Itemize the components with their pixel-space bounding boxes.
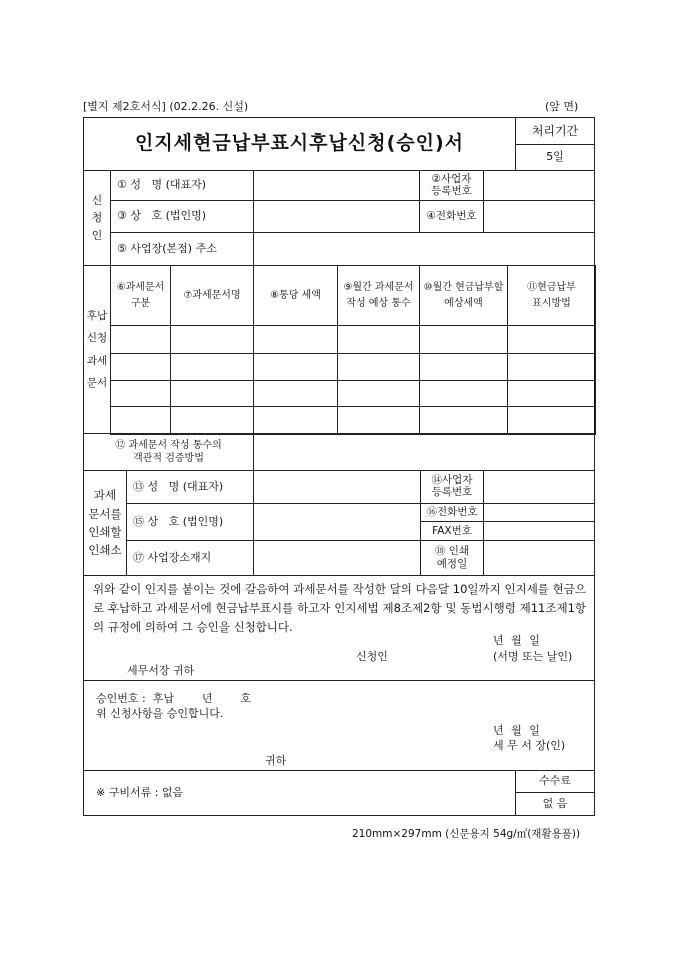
doc-cell[interactable] <box>419 325 508 354</box>
doc-cell[interactable] <box>507 380 596 407</box>
doc-cell[interactable] <box>253 380 338 407</box>
tax-office-addressee: 세무서장 귀하 <box>127 664 195 677</box>
doc-cell[interactable] <box>507 406 596 435</box>
sign-or-seal: (서명 또는 날인) <box>493 650 573 663</box>
printer-company-label: ⑮ 상 호 (법인명) <box>126 503 254 541</box>
doc-cell[interactable] <box>507 353 596 381</box>
required-documents: ※ 구비서류 : 없음 <box>83 770 516 816</box>
doc-cell[interactable] <box>419 380 508 407</box>
doc-header-8: ⑧통당 세액 <box>253 265 338 326</box>
fee-label: 수수료 <box>515 770 595 793</box>
applicant-phone-field[interactable] <box>483 200 595 233</box>
doc-cell[interactable] <box>337 406 420 435</box>
declaration-date: 년 월 일 <box>493 634 540 647</box>
doc-cell[interactable] <box>170 325 254 354</box>
approval-text: 위 신청사항을 승인합니다. <box>96 707 224 720</box>
doc-header-10: ⑩월간 현금납부할 예상세액 <box>419 265 508 326</box>
processing-value: 5일 <box>515 144 595 171</box>
doc-cell[interactable] <box>337 380 420 407</box>
printer-phone-label: ⑯전화번호 <box>420 503 484 522</box>
doc-header-7: ⑦과세문서명 <box>170 265 254 326</box>
doc-cell[interactable] <box>507 325 596 354</box>
applicant-bizno-label: ②사업자 등록번호 <box>419 170 484 201</box>
doc-cell[interactable] <box>170 406 254 435</box>
printer-name-label: ⑬ 성 명 (대표자) <box>126 470 254 504</box>
declaration-text: 위와 같이 인지를 붙이는 것에 갈음하여 과세문서를 작성한 달의 다음달 10일까지 인지세를 현금으로 후납하고 과세문서에 현금납부표시를 하고자 인지세법 제8조제2항 및 동법시행령 제11조제1항의 규정에 의하여 그 승인을 신청합니다. <box>93 582 586 634</box>
doc-cell[interactable] <box>419 353 508 381</box>
printer-section-label: 과세 문서를 인쇄할 인쇄소 <box>83 470 127 576</box>
printer-name-field[interactable] <box>253 470 421 504</box>
doc-cell[interactable] <box>110 325 171 354</box>
doc-cell[interactable] <box>253 353 338 381</box>
doc-header-11: ⑪현금납부 표시방법 <box>507 265 596 326</box>
doc-header-9: ⑨월간 과세문서 작성 예상 통수 <box>337 265 420 326</box>
doc-cell[interactable] <box>419 406 508 435</box>
doc-cell[interactable] <box>110 380 171 407</box>
applicant-address-field[interactable] <box>253 232 595 266</box>
approval-addressee: 귀하 <box>265 754 287 767</box>
applicant-address-label: ⑤ 사업장(본점) 주소 <box>110 232 254 266</box>
verify-method-label: ⑫ 과세문서 작성 통수의 객관적 검증방법 <box>83 433 254 471</box>
printer-location-label: ⑰ 사업장소재지 <box>126 540 254 576</box>
printer-bizno-field[interactable] <box>483 470 595 504</box>
form-number: [별지 제2호서식] (02.2.26. 신설) <box>83 100 249 113</box>
processing-label: 처리기간 <box>515 117 595 145</box>
printer-fax-field[interactable] <box>483 521 595 541</box>
doc-cell[interactable] <box>253 325 338 354</box>
applicant-section-label: 신 청 인 <box>83 170 111 266</box>
applicant-name-field[interactable] <box>253 170 420 201</box>
approval-number: 승인번호 : 후납 년 호 <box>96 692 252 705</box>
printer-bizno-label: ⑭사업자 등록번호 <box>420 470 484 504</box>
doc-cell[interactable] <box>110 406 171 435</box>
printer-phone-field[interactable] <box>483 503 595 522</box>
paper-spec: 210mm×297mm (신문용지 54g/㎡(재활용품)) <box>352 828 581 840</box>
fee-value: 없 음 <box>515 792 595 816</box>
doc-cell[interactable] <box>253 406 338 435</box>
documents-section-label: 후납 신청 과세 문서 <box>83 265 111 434</box>
printer-fax-label: FAX번호 <box>420 521 484 541</box>
doc-cell[interactable] <box>170 380 254 407</box>
printer-location-field[interactable] <box>253 540 421 576</box>
approval-date: 년 월 일 <box>493 724 540 737</box>
form-title: 인지세현금납부표시후납신청(승인)서 <box>83 117 516 171</box>
tax-office-chief: 세 무 서 장(인) <box>493 739 566 752</box>
verify-method-field[interactable] <box>253 433 595 471</box>
applicant-company-field[interactable] <box>253 200 420 233</box>
doc-cell[interactable] <box>337 325 420 354</box>
applicant-name-label: ① 성 명 (대표자) <box>110 170 254 201</box>
printer-date-label: ⑱ 인쇄 예정일 <box>420 540 484 576</box>
doc-header-6: ⑥과세문서 구분 <box>110 265 171 326</box>
page-side: (앞 면) <box>545 100 579 113</box>
applicant-company-label: ③ 상 호 (법인명) <box>110 200 254 233</box>
doc-cell[interactable] <box>337 353 420 381</box>
doc-cell[interactable] <box>170 353 254 381</box>
printer-date-field[interactable] <box>483 540 595 576</box>
applicant-sign-label: 신청인 <box>356 650 388 663</box>
doc-cell[interactable] <box>110 353 171 381</box>
printer-company-field[interactable] <box>253 503 421 541</box>
applicant-bizno-field[interactable] <box>483 170 595 201</box>
applicant-phone-label: ④전화번호 <box>419 200 484 233</box>
